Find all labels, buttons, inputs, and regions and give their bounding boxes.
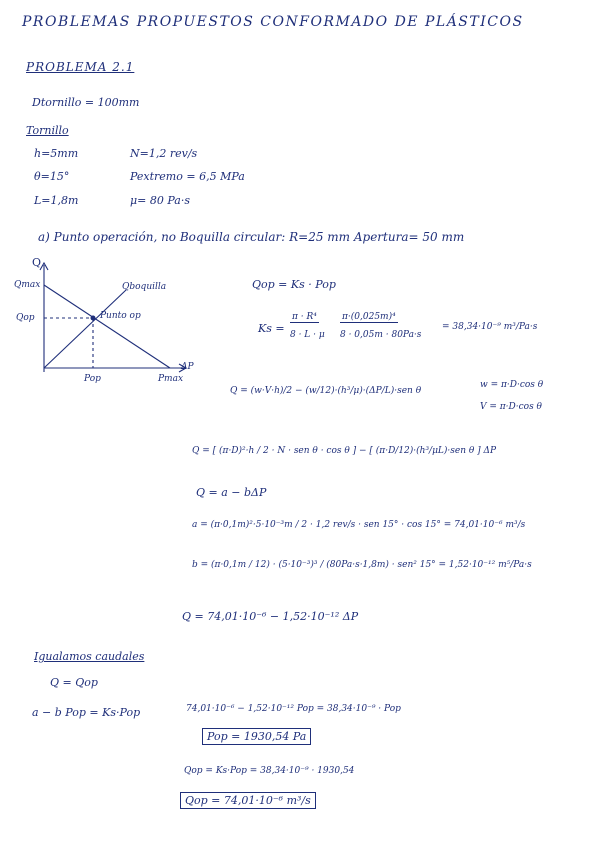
graph-qboquilla: Qboquilla <box>122 282 167 292</box>
problem-heading: PROBLEMA 2.1 <box>26 60 135 74</box>
param-N: N=1,2 rev/s <box>130 147 198 160</box>
eq-ks-result: = 38,34·10⁻⁹ m³/Pa·s <box>442 322 538 332</box>
graph-punto-op: Punto op <box>100 311 141 321</box>
eq-a-calc: a = (π·0,1m)²·5·10⁻³m / 2 · 1,2 rev/s · sen 15° · cos 15° = 74,01·10⁻⁶ m³/s <box>192 520 526 530</box>
eq-ks-frac1-den: 8 · L · μ <box>290 330 325 340</box>
tornillo-heading: Tornillo <box>26 124 69 137</box>
part-a: a) Punto operación, no Boquilla circular: R=25 mm Apertura= 50 mm <box>38 230 465 244</box>
eq-ks-frac1-num: π · R⁴ <box>292 312 317 322</box>
eq-q-expanded: Q = [ (π·D)²·h / 2 · N · sen θ · cos θ ] − [ (π·D/12)·(h³/μL)·sen θ ] ΔP <box>192 446 497 456</box>
eq-ks-lhs: Ks = <box>258 322 285 335</box>
eq-qop: Qop = Ks · Pop <box>252 278 336 291</box>
param-L: L=1,8m <box>34 194 79 207</box>
eq-ks-frac2-num: π·(0,025m)⁴ <box>342 312 396 322</box>
step2: 74,01·10⁻⁶ − 1,52·10⁻¹² Pop = 38,34·10⁻⁹ · Pop <box>186 704 401 714</box>
graph-qop: Qop <box>16 313 35 323</box>
eq-v-def: V = π·D·cos θ <box>480 402 542 412</box>
param-mu: μ= 80 Pa·s <box>130 194 190 207</box>
graph-q-axis: Q <box>32 256 42 269</box>
graph-pop: Pop <box>84 374 101 384</box>
eq-q-final: Q = 74,01·10⁻⁶ − 1,52·10⁻¹² ΔP <box>182 610 359 623</box>
q-eq-qop: Q = Qop <box>50 676 98 689</box>
param-p-extremo: Pextremo = 6,5 MPa <box>130 170 245 183</box>
eq-q-general: Q = (w·V·h)/2 − (w/12)·(h³/μ)·(ΔP/L)·sen θ <box>230 386 422 396</box>
document-title: PROBLEMAS PROPUESTOS CONFORMADO DE PLÁSTICOS <box>22 14 524 30</box>
eq-q-linear: Q = a − bΔP <box>196 486 267 499</box>
graph-qmax: Qmax <box>14 280 41 290</box>
d-tornillo: Dtornillo = 100mm <box>32 96 140 109</box>
qop-result: Qop = 74,01·10⁻⁶ m³/s <box>180 792 316 809</box>
igualamos-heading: Igualamos caudales <box>34 650 145 663</box>
eq-w-def: w = π·D·cos θ <box>480 380 544 390</box>
qop-calc: Qop = Ks·Pop = 38,34·10⁻⁹ · 1930,54 <box>184 766 355 776</box>
param-theta: θ=15° <box>34 170 70 183</box>
graph-pmax: Pmax <box>158 374 184 384</box>
graph-p-axis: ΔP <box>181 362 194 372</box>
eq-ks-frac2-den: 8 · 0,05m · 80Pa·s <box>340 330 422 340</box>
pop-result: Pop = 1930,54 Pa <box>202 728 311 745</box>
step1: a − b Pop = Ks·Pop <box>32 706 141 719</box>
eq-b-calc: b = (π·0,1m / 12) · (5·10⁻³)³ / (80Pa·s·1,8m) · sen² 15° = 1,52·10⁻¹² m⁵/Pa·s <box>192 560 532 570</box>
param-h: h=5mm <box>34 147 79 160</box>
